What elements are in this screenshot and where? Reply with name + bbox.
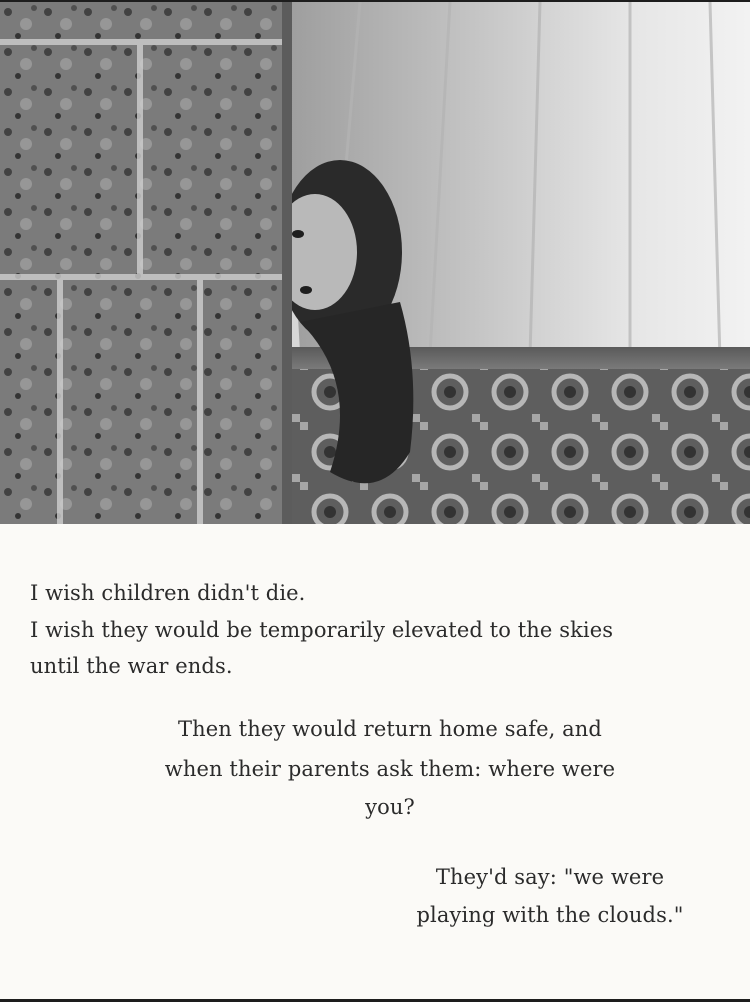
stanza3-line1: They'd say: "we were — [435, 865, 665, 889]
stanza2-line3: you? — [365, 795, 415, 819]
stanza2-line2: when their parents ask them: where were — [164, 757, 616, 781]
stanza1-line1: I wish children didn't die. — [30, 581, 306, 605]
stanza2-line1: Then they would return home safe, and — [178, 717, 602, 741]
stanza1-line3: until the war ends. — [30, 654, 233, 678]
stanza3-line2: playing with the clouds." — [416, 903, 684, 927]
stanza1-line2: I wish they would be temporarily elevated to the skies — [30, 618, 614, 642]
